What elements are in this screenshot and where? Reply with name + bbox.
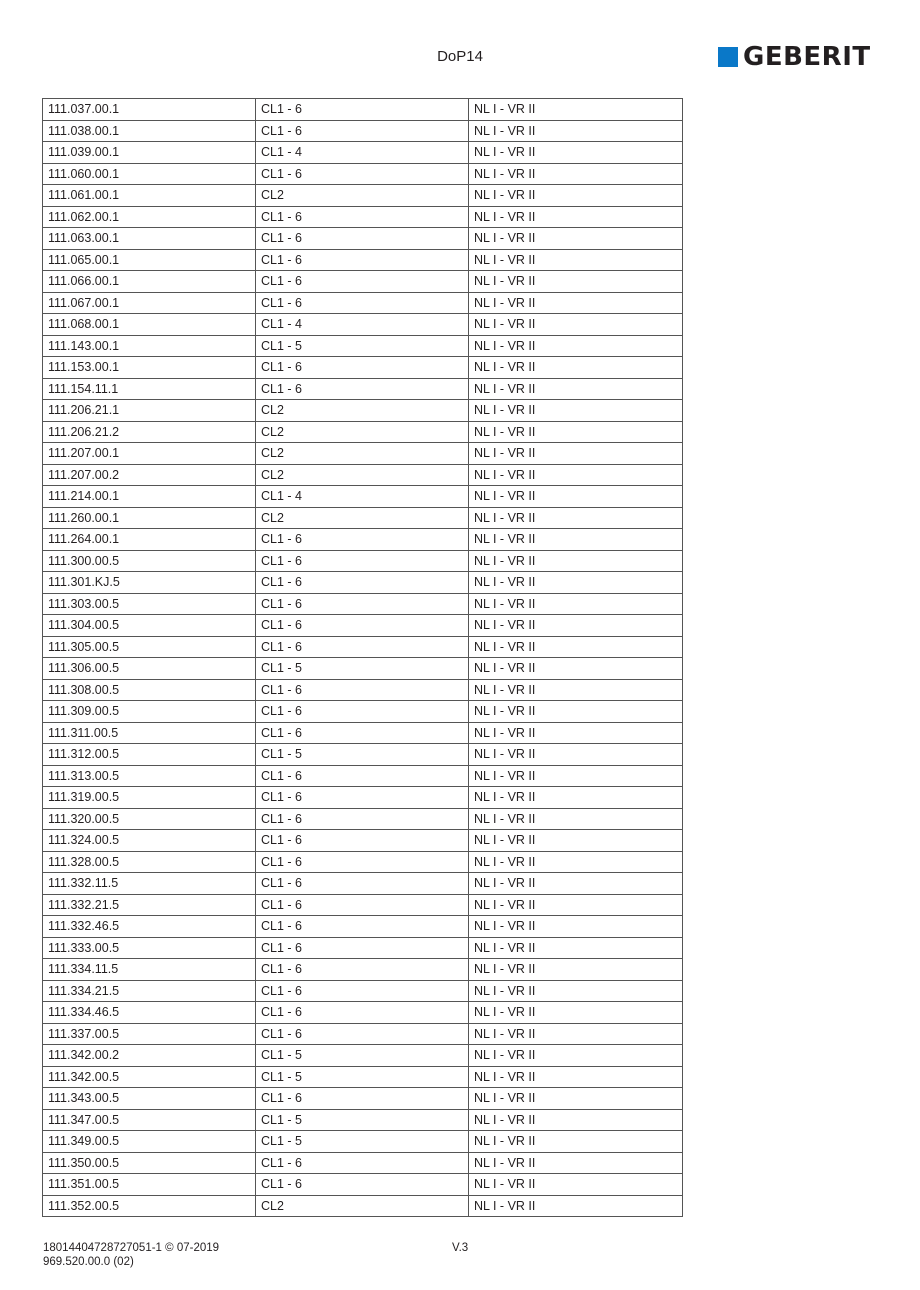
- table-row: [43, 228, 683, 250]
- table-row: [43, 636, 683, 658]
- article-number-cell: 111.347.00.5: [43, 1109, 256, 1131]
- table-row: [43, 1023, 683, 1045]
- class-cell: CL1 - 6: [256, 1088, 469, 1110]
- article-number-cell: 111.303.00.5: [43, 593, 256, 615]
- rating-cell: NL I - VR II: [469, 787, 683, 809]
- class-cell: CL1 - 4: [256, 314, 469, 336]
- article-number-cell: 111.319.00.5: [43, 787, 256, 809]
- rating-cell: NL I - VR II: [469, 486, 683, 508]
- rating-cell: NL I - VR II: [469, 550, 683, 572]
- rating-cell: NL I - VR II: [469, 249, 683, 271]
- class-cell: CL1 - 6: [256, 722, 469, 744]
- rating-cell: NL I - VR II: [469, 443, 683, 465]
- table-row: [43, 701, 683, 723]
- class-cell: CL2: [256, 400, 469, 422]
- rating-cell: NL I - VR II: [469, 980, 683, 1002]
- rating-cell: NL I - VR II: [469, 572, 683, 594]
- class-cell: CL1 - 6: [256, 701, 469, 723]
- class-cell: CL1 - 5: [256, 1045, 469, 1067]
- rating-cell: NL I - VR II: [469, 335, 683, 357]
- rating-cell: NL I - VR II: [469, 421, 683, 443]
- class-cell: CL1 - 6: [256, 615, 469, 637]
- rating-cell: NL I - VR II: [469, 271, 683, 293]
- article-number-cell: 111.312.00.5: [43, 744, 256, 766]
- table-row: [43, 1195, 683, 1217]
- class-cell: CL1 - 5: [256, 1131, 469, 1153]
- article-number-cell: 111.350.00.5: [43, 1152, 256, 1174]
- table-row: [43, 894, 683, 916]
- article-number-cell: 111.313.00.5: [43, 765, 256, 787]
- class-cell: CL1 - 6: [256, 787, 469, 809]
- geberit-logo: [718, 42, 871, 72]
- article-number-cell: 111.207.00.2: [43, 464, 256, 486]
- rating-cell: NL I - VR II: [469, 507, 683, 529]
- rating-cell: NL I - VR II: [469, 206, 683, 228]
- class-cell: CL1 - 6: [256, 765, 469, 787]
- class-cell: CL1 - 5: [256, 658, 469, 680]
- rating-cell: NL I - VR II: [469, 1002, 683, 1024]
- article-number-cell: 111.063.00.1: [43, 228, 256, 250]
- article-number-cell: 111.332.11.5: [43, 873, 256, 895]
- article-number-cell: 111.342.00.2: [43, 1045, 256, 1067]
- table-row: [43, 292, 683, 314]
- article-number-cell: 111.337.00.5: [43, 1023, 256, 1045]
- table-row: [43, 679, 683, 701]
- article-number-cell: 111.067.00.1: [43, 292, 256, 314]
- product-table-body: [43, 99, 683, 1217]
- rating-cell: NL I - VR II: [469, 1023, 683, 1045]
- table-row: [43, 916, 683, 938]
- article-number-cell: 111.260.00.1: [43, 507, 256, 529]
- class-cell: CL1 - 6: [256, 937, 469, 959]
- rating-cell: NL I - VR II: [469, 228, 683, 250]
- article-number-cell: 111.320.00.5: [43, 808, 256, 830]
- rating-cell: NL I - VR II: [469, 873, 683, 895]
- article-number-cell: 111.349.00.5: [43, 1131, 256, 1153]
- article-number-cell: 111.342.00.5: [43, 1066, 256, 1088]
- article-number-cell: 111.065.00.1: [43, 249, 256, 271]
- rating-cell: NL I - VR II: [469, 1045, 683, 1067]
- table-row: [43, 400, 683, 422]
- rating-cell: NL I - VR II: [469, 679, 683, 701]
- article-number-cell: 111.300.00.5: [43, 550, 256, 572]
- class-cell: CL1 - 6: [256, 679, 469, 701]
- article-number-cell: 111.206.21.2: [43, 421, 256, 443]
- rating-cell: NL I - VR II: [469, 1088, 683, 1110]
- page-title: DoP14: [437, 48, 483, 65]
- rating-cell: NL I - VR II: [469, 894, 683, 916]
- table-row: [43, 120, 683, 142]
- footer-version: V.3: [452, 1242, 469, 1254]
- article-number-cell: 111.334.21.5: [43, 980, 256, 1002]
- class-cell: CL1 - 6: [256, 228, 469, 250]
- table-row: [43, 529, 683, 551]
- table-row: [43, 335, 683, 357]
- article-number-cell: 111.206.21.1: [43, 400, 256, 422]
- article-number-cell: 111.324.00.5: [43, 830, 256, 852]
- class-cell: CL1 - 6: [256, 1023, 469, 1045]
- rating-cell: NL I - VR II: [469, 120, 683, 142]
- rating-cell: NL I - VR II: [469, 464, 683, 486]
- table-row: [43, 464, 683, 486]
- table-row: [43, 787, 683, 809]
- article-number-cell: 111.333.00.5: [43, 937, 256, 959]
- rating-cell: NL I - VR II: [469, 916, 683, 938]
- footer-doc-number: 969.520.00.0 (02): [43, 1256, 134, 1268]
- article-number-cell: 111.214.00.1: [43, 486, 256, 508]
- table-row: [43, 314, 683, 336]
- footer-doc-id: 18014404728727051-1 © 07-2019: [43, 1242, 220, 1254]
- class-cell: CL1 - 6: [256, 980, 469, 1002]
- table-row: [43, 507, 683, 529]
- article-number-cell: 111.332.21.5: [43, 894, 256, 916]
- rating-cell: NL I - VR II: [469, 636, 683, 658]
- rating-cell: NL I - VR II: [469, 722, 683, 744]
- table-row: [43, 830, 683, 852]
- rating-cell: NL I - VR II: [469, 615, 683, 637]
- article-number-cell: 111.305.00.5: [43, 636, 256, 658]
- table-row: [43, 357, 683, 379]
- table-row: [43, 1174, 683, 1196]
- rating-cell: NL I - VR II: [469, 292, 683, 314]
- table-row: [43, 851, 683, 873]
- rating-cell: NL I - VR II: [469, 937, 683, 959]
- table-row: [43, 722, 683, 744]
- table-row: [43, 378, 683, 400]
- class-cell: CL1 - 6: [256, 550, 469, 572]
- article-number-cell: 111.304.00.5: [43, 615, 256, 637]
- article-number-cell: 111.343.00.5: [43, 1088, 256, 1110]
- class-cell: CL1 - 6: [256, 206, 469, 228]
- rating-cell: NL I - VR II: [469, 830, 683, 852]
- table-row: [43, 99, 683, 121]
- class-cell: CL1 - 6: [256, 378, 469, 400]
- table-row: [43, 808, 683, 830]
- class-cell: CL1 - 5: [256, 744, 469, 766]
- class-cell: CL1 - 5: [256, 335, 469, 357]
- table-row: [43, 249, 683, 271]
- article-number-cell: 111.352.00.5: [43, 1195, 256, 1217]
- table-row: [43, 1066, 683, 1088]
- rating-cell: NL I - VR II: [469, 357, 683, 379]
- class-cell: CL1 - 6: [256, 1174, 469, 1196]
- class-cell: CL1 - 6: [256, 959, 469, 981]
- rating-cell: NL I - VR II: [469, 765, 683, 787]
- class-cell: CL1 - 6: [256, 99, 469, 121]
- article-number-cell: 111.037.00.1: [43, 99, 256, 121]
- rating-cell: NL I - VR II: [469, 529, 683, 551]
- class-cell: CL1 - 6: [256, 120, 469, 142]
- class-cell: CL1 - 6: [256, 357, 469, 379]
- table-row: [43, 765, 683, 787]
- table-row: [43, 443, 683, 465]
- class-cell: CL1 - 4: [256, 486, 469, 508]
- rating-cell: NL I - VR II: [469, 744, 683, 766]
- class-cell: CL1 - 4: [256, 142, 469, 164]
- table-row: [43, 1002, 683, 1024]
- class-cell: CL1 - 6: [256, 271, 469, 293]
- class-cell: CL2: [256, 1195, 469, 1217]
- rating-cell: NL I - VR II: [469, 959, 683, 981]
- article-number-cell: 111.264.00.1: [43, 529, 256, 551]
- table-row: [43, 873, 683, 895]
- table-row: [43, 1045, 683, 1067]
- class-cell: CL1 - 5: [256, 1109, 469, 1131]
- class-cell: CL1 - 6: [256, 851, 469, 873]
- class-cell: CL2: [256, 185, 469, 207]
- class-cell: CL1 - 6: [256, 873, 469, 895]
- class-cell: CL1 - 6: [256, 249, 469, 271]
- article-number-cell: 111.207.00.1: [43, 443, 256, 465]
- table-row: [43, 486, 683, 508]
- article-number-cell: 111.334.11.5: [43, 959, 256, 981]
- product-table: [42, 98, 683, 1217]
- class-cell: CL1 - 6: [256, 593, 469, 615]
- table-row: [43, 271, 683, 293]
- rating-cell: NL I - VR II: [469, 163, 683, 185]
- table-row: [43, 550, 683, 572]
- article-number-cell: 111.068.00.1: [43, 314, 256, 336]
- article-number-cell: 111.309.00.5: [43, 701, 256, 723]
- table-row: [43, 959, 683, 981]
- logo-text: GEBERIT: [743, 42, 871, 72]
- article-number-cell: 111.311.00.5: [43, 722, 256, 744]
- table-row: [43, 658, 683, 680]
- table-row: [43, 572, 683, 594]
- rating-cell: NL I - VR II: [469, 378, 683, 400]
- rating-cell: NL I - VR II: [469, 851, 683, 873]
- class-cell: CL1 - 6: [256, 529, 469, 551]
- rating-cell: NL I - VR II: [469, 142, 683, 164]
- table-row: [43, 1131, 683, 1153]
- table-row: [43, 615, 683, 637]
- class-cell: CL2: [256, 464, 469, 486]
- footer-info: [43, 1241, 219, 1269]
- table-row: [43, 1109, 683, 1131]
- rating-cell: NL I - VR II: [469, 701, 683, 723]
- table-row: [43, 142, 683, 164]
- rating-cell: NL I - VR II: [469, 593, 683, 615]
- table-row: [43, 206, 683, 228]
- article-number-cell: 111.306.00.5: [43, 658, 256, 680]
- article-number-cell: 111.066.00.1: [43, 271, 256, 293]
- class-cell: CL1 - 6: [256, 636, 469, 658]
- table-row: [43, 163, 683, 185]
- logo-square-icon: [718, 47, 738, 67]
- rating-cell: NL I - VR II: [469, 1152, 683, 1174]
- article-number-cell: 111.038.00.1: [43, 120, 256, 142]
- article-number-cell: 111.328.00.5: [43, 851, 256, 873]
- article-number-cell: 111.308.00.5: [43, 679, 256, 701]
- article-number-cell: 111.351.00.5: [43, 1174, 256, 1196]
- table-row: [43, 980, 683, 1002]
- rating-cell: NL I - VR II: [469, 808, 683, 830]
- table-row: [43, 1088, 683, 1110]
- article-number-cell: 111.143.00.1: [43, 335, 256, 357]
- rating-cell: NL I - VR II: [469, 314, 683, 336]
- rating-cell: NL I - VR II: [469, 1195, 683, 1217]
- article-number-cell: 111.039.00.1: [43, 142, 256, 164]
- table-row: [43, 593, 683, 615]
- class-cell: CL1 - 6: [256, 808, 469, 830]
- class-cell: CL1 - 6: [256, 292, 469, 314]
- table-row: [43, 1152, 683, 1174]
- class-cell: CL1 - 6: [256, 163, 469, 185]
- article-number-cell: 111.301.KJ.5: [43, 572, 256, 594]
- rating-cell: NL I - VR II: [469, 1109, 683, 1131]
- article-number-cell: 111.153.00.1: [43, 357, 256, 379]
- table-row: [43, 744, 683, 766]
- table-row: [43, 421, 683, 443]
- rating-cell: NL I - VR II: [469, 99, 683, 121]
- class-cell: CL1 - 6: [256, 916, 469, 938]
- rating-cell: NL I - VR II: [469, 1066, 683, 1088]
- article-number-cell: 111.061.00.1: [43, 185, 256, 207]
- class-cell: CL1 - 6: [256, 894, 469, 916]
- class-cell: CL2: [256, 421, 469, 443]
- table-row: [43, 937, 683, 959]
- table-row: [43, 185, 683, 207]
- article-number-cell: 111.334.46.5: [43, 1002, 256, 1024]
- class-cell: CL1 - 6: [256, 572, 469, 594]
- article-number-cell: 111.332.46.5: [43, 916, 256, 938]
- rating-cell: NL I - VR II: [469, 400, 683, 422]
- class-cell: CL1 - 6: [256, 1152, 469, 1174]
- rating-cell: NL I - VR II: [469, 185, 683, 207]
- rating-cell: NL I - VR II: [469, 658, 683, 680]
- article-number-cell: 111.060.00.1: [43, 163, 256, 185]
- rating-cell: NL I - VR II: [469, 1131, 683, 1153]
- class-cell: CL1 - 6: [256, 1002, 469, 1024]
- article-number-cell: 111.062.00.1: [43, 206, 256, 228]
- rating-cell: NL I - VR II: [469, 1174, 683, 1196]
- class-cell: CL2: [256, 443, 469, 465]
- class-cell: CL1 - 5: [256, 1066, 469, 1088]
- class-cell: CL1 - 6: [256, 830, 469, 852]
- class-cell: CL2: [256, 507, 469, 529]
- article-number-cell: 111.154.11.1: [43, 378, 256, 400]
